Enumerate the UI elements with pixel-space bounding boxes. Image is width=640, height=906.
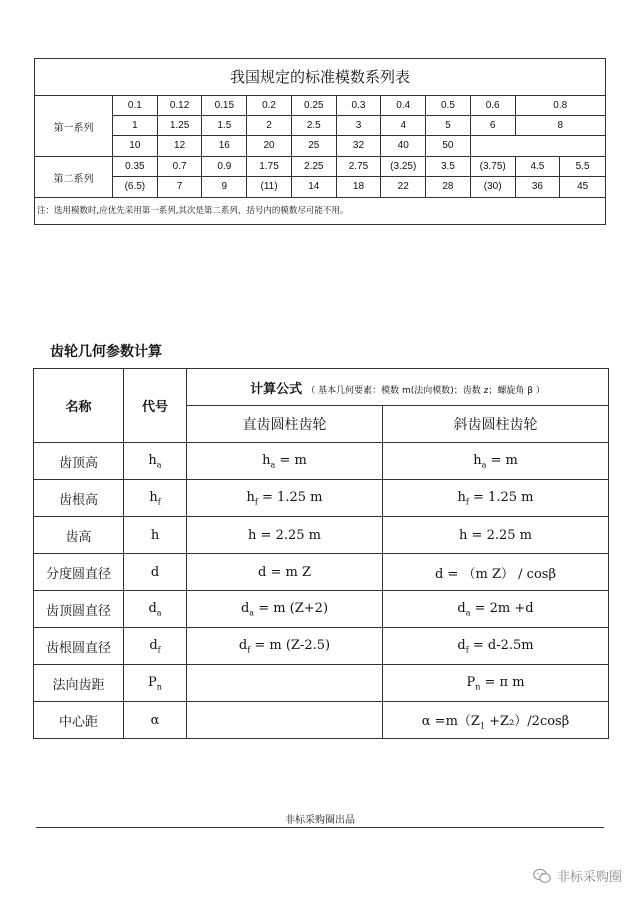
helical-formula: $h_f = 1.25$ m [383, 480, 609, 517]
helical-formula: $h_a = m$ [383, 443, 609, 480]
series2-cell: 36 [516, 177, 561, 197]
series1-empty-cell [471, 136, 605, 156]
header-spur-gear: 直齿圆柱齿轮 [187, 406, 383, 443]
table-row [34, 628, 609, 665]
table-row [34, 591, 609, 628]
param-symbol: α [124, 702, 187, 739]
formula-note: （ 基本几何要素：模数 m(法向模数)；齿数 z；螺旋角 β ） [306, 385, 545, 396]
wechat-icon [533, 868, 551, 884]
series1-cell: 0.3 [337, 96, 382, 116]
header-formula [187, 369, 609, 406]
series2-cell: 9 [202, 177, 247, 197]
series1-cell: 8 [516, 116, 605, 136]
series1-cell: 1.5 [202, 116, 247, 136]
formula-title: 计算公式 [250, 381, 303, 397]
param-name: 齿根高 [34, 480, 124, 517]
footer-divider [36, 827, 604, 828]
spur-formula: $h_f = 1.25$ m [187, 480, 383, 517]
series2-cell: 4.5 [516, 157, 561, 177]
table-row [34, 517, 609, 554]
series1-cell: 4 [381, 116, 426, 136]
helical-formula: h = 2.25 m [383, 517, 609, 554]
series1-cell: 2.5 [292, 116, 337, 136]
series1-cell: 6 [471, 116, 516, 136]
series2-cell: 3.5 [426, 157, 471, 177]
series-1-label: 第一系列 [35, 96, 113, 156]
param-name: 法向齿距 [34, 665, 124, 702]
series2-cell: (30) [471, 177, 516, 197]
header-code: 代号 [124, 369, 187, 443]
series1-cell: 10 [113, 136, 158, 156]
series2-cell: (6.5) [113, 177, 158, 197]
series-2-grid [113, 157, 605, 197]
spur-formula: $h_a = m$ [187, 443, 383, 480]
param-name: 中心距 [34, 702, 124, 739]
series2-cell: (11) [247, 177, 292, 197]
series1-cell: 0.1 [113, 96, 158, 116]
series1-cell: 40 [381, 136, 426, 156]
series1-cell: 0.4 [381, 96, 426, 116]
series1-cell: 0.12 [158, 96, 203, 116]
helical-formula: d = （m Z） / cosβ [383, 554, 609, 591]
series2-cell: 14 [292, 177, 337, 197]
spur-formula: d = m Z [187, 554, 383, 591]
spur-formula: $d_a = m$ (Z+2) [187, 591, 383, 628]
series2-cell: 1.75 [247, 157, 292, 177]
series1-cell: 1.25 [158, 116, 203, 136]
helical-formula: $d_a = 2m +d$ [383, 591, 609, 628]
param-name: 齿根圆直径 [34, 628, 124, 665]
series-1-section [35, 96, 605, 157]
series1-cell: 1 [113, 116, 158, 136]
series1-cell: 2 [247, 116, 292, 136]
series2-cell: 22 [381, 177, 426, 197]
helical-formula: $P_n = \pi$ m [383, 665, 609, 702]
series1-cell: 0.5 [426, 96, 471, 116]
spur-formula: h = 2.25 m [187, 517, 383, 554]
series2-cell: (3.25) [381, 157, 426, 177]
series1-cell: 16 [202, 136, 247, 156]
series2-cell: 0.9 [202, 157, 247, 177]
series2-cell: 5.5 [560, 157, 605, 177]
param-symbol: h [124, 517, 187, 554]
series1-cell: 0.6 [471, 96, 516, 116]
footer-text: 非标采购圈出品 [285, 815, 355, 826]
series1-cell: 20 [247, 136, 292, 156]
gear-geometry-heading: 齿轮几何参数计算 [50, 344, 162, 360]
modulus-note: 注：选用模数时,应优先采用第一系列,其次是第二系列，括号内的模数尽可能不用。 [37, 206, 349, 216]
param-symbol: $d_a$ [124, 591, 187, 628]
spur-formula [187, 665, 383, 702]
series1-cell: 0.2 [247, 96, 292, 116]
param-name: 齿顶圆直径 [34, 591, 124, 628]
series2-cell: 0.7 [158, 157, 203, 177]
series-2-label: 第二系列 [35, 157, 113, 197]
series1-cell: 5 [426, 116, 471, 136]
watermark-text: 非标采购圈 [556, 870, 622, 885]
table-row [34, 665, 609, 702]
series2-cell: 45 [577, 181, 589, 192]
series2-cell: 2.25 [292, 157, 337, 177]
modulus-table-title: 我国规定的标准模数系列表 [35, 59, 605, 96]
table-row [34, 554, 609, 591]
series2-cell: 18 [337, 177, 382, 197]
series1-cell: 32 [337, 136, 382, 156]
param-symbol: $d_f$ [124, 628, 187, 665]
series-2-section [35, 157, 605, 198]
param-symbol: d [124, 554, 187, 591]
table-row [34, 480, 609, 517]
header-helical-gear: 斜齿圆柱齿轮 [383, 406, 609, 443]
header-name: 名称 [34, 369, 124, 443]
table-row [34, 443, 609, 480]
watermark [533, 866, 622, 885]
helical-formula: $\alpha =m(Z_1 +Z_2)/2\cos\beta$ [383, 702, 609, 739]
series1-cell: 0.25 [292, 96, 337, 116]
param-symbol: $h_a$ [124, 443, 187, 480]
series2-cell: (3.75) [471, 157, 516, 177]
series-1-grid [113, 96, 605, 156]
series1-cell: 3 [337, 116, 382, 136]
series1-cell: 12 [158, 136, 203, 156]
series1-cell: 25 [292, 136, 337, 156]
modulus-table [34, 58, 606, 225]
param-name: 齿顶高 [34, 443, 124, 480]
series2-cell: 0.35 [113, 157, 158, 177]
series2-cell: 28 [426, 177, 471, 197]
series2-cell: 2.75 [337, 157, 382, 177]
param-name: 分度圆直径 [34, 554, 124, 591]
spur-formula: $d_f = m$ (Z-2.5) [187, 628, 383, 665]
series1-cell: 0.15 [202, 96, 247, 116]
gear-geometry-table [33, 368, 609, 739]
helical-formula: $d_f = d-2.5m$ [383, 628, 609, 665]
series2-cell: 7 [158, 177, 203, 197]
series1-cell: 0.8 [516, 96, 605, 116]
param-name: 齿高 [34, 517, 124, 554]
param-symbol: $h_f$ [124, 480, 187, 517]
spur-formula [187, 702, 383, 739]
series1-cell: 50 [426, 136, 471, 156]
table-row [34, 702, 609, 739]
param-symbol: $P_n$ [124, 665, 187, 702]
